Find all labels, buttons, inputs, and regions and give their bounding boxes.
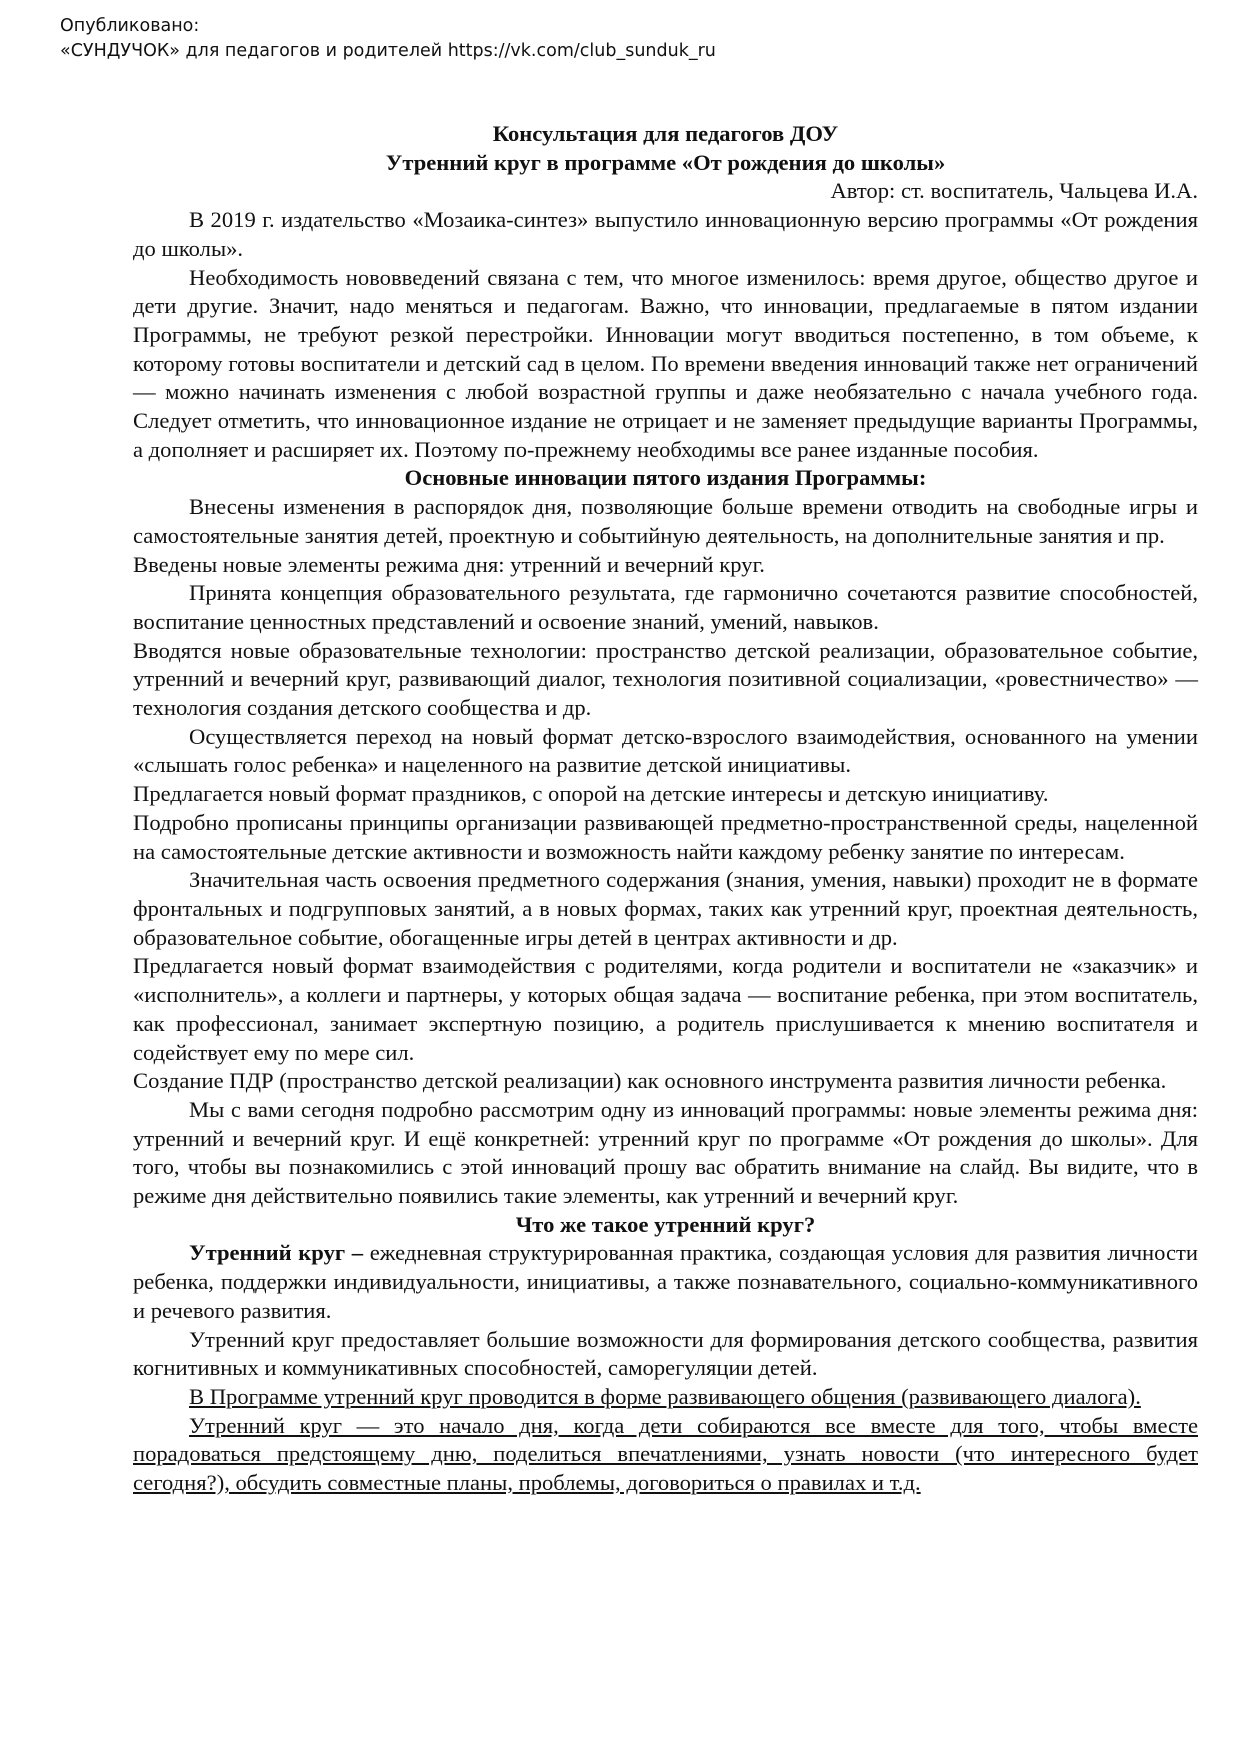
paragraph: Внесены изменения в распорядок дня, позволяющие больше времени отводить на свободные игры и самостоятельные занятия детей, проектную и событийную деятельность, на дополнительные занятия и пр. (133, 494, 1198, 548)
paragraph: Утренний круг предоставляет большие возможности для формирования детского сообщества, развития когнитивных и коммуникативных способностей, саморегуляции детей. (133, 1326, 1198, 1381)
section-heading: Основные инновации пятого издания Программы: (404, 465, 927, 491)
published-source: «СУНДУЧОК» для педагогов и родителей https://vk.com/club_sunduk_ru (60, 41, 716, 61)
underlined-paragraph: В Программе утренний круг проводится в форме развивающего общения (развивающего диалога). (189, 1383, 1141, 1409)
paragraph: Введены новые элементы режима дня: утренний и вечерний круг. (133, 551, 765, 577)
document-title-1: Консультация для педагогов ДОУ (492, 121, 839, 146)
author-line: Автор: ст. воспитатель, Чальцева И.А. (830, 178, 1198, 204)
underlined-paragraph: Утренний круг — это начало дня, когда дети собираются все вместе для того, чтобы вместе порадоваться предстоящему дню, поделиться впечатлениями, узнать новости (что интересного будет сегодня?), обсудить совместные планы, проблемы, договориться о правилах и т.д. (133, 1412, 1198, 1496)
paragraph: Предлагается новый формат взаимодействия с родителями, когда родители и воспитатели не «заказчик» и «исполнитель», а коллеги и партнеры, у которых общая задача — воспитание ребенка, при этом воспитатель, как профессионал, занимает экспертную позицию, а родитель прислушивается к мнению воспитателя и содействует ему по мере сил. (133, 953, 1198, 1065)
document-title-2: Утренний круг в программе «От рождения до школы» (385, 149, 946, 175)
paragraph: Осуществляется переход на новый формат детско-взрослого взаимодействия, основанного на умении «слышать голос ребенка» и нацеленного на развитие детской инициативы. (133, 723, 1198, 778)
paragraph: В 2019 г. издательство «Мозаика-синтез» выпустило инновационную версию программы «От рождения до школы». (133, 207, 1198, 261)
paragraph: Мы с вами сегодня подробно рассмотрим одну из инноваций программы: новые элементы режима дня: утренний и вечерний круг. И ещё конкретней: утренний круг по программе «От рождения до школы». Для того, чтобы вы познакомились с этой инноваций прошу вас обратить внимание на слайд. Вы видите, что в режиме дня действительно появились такие элементы, как утренний и вечерний круг. (133, 1096, 1198, 1209)
section-heading: Что же такое утренний круг? (515, 1211, 816, 1237)
paragraph: Принята концепция образовательного результата, где гармонично сочетаются развитие способностей, воспитание ценностных представлений и освоение знаний, умений, навыков. (133, 580, 1198, 634)
paragraph: Создание ПДР (пространство детской реализации) как основного инструмента развития личности ребенка. (133, 1068, 1167, 1094)
definition-term: Утренний круг – (189, 1240, 364, 1266)
definition-text: ежедневная структурированная практика, создающая условия для развития личности ребенка, поддержки индивидуальности, инициативы, а также познавательного, социально-коммуникативного и речевого развития. (133, 1240, 1199, 1323)
paragraph: Значительная часть освоения предметного содержания (знания, умения, навыки) проходит не в формате фронтальных и подгрупповых занятий, а в новых формах, таких как утренний круг, проектная деятельность, образовательное событие, обогащенные игры детей в центрах активности и др. (133, 867, 1198, 950)
document-body (133, 120, 1198, 1498)
paragraph: Вводятся новые образовательные технологии: пространство детской реализации, образовательное событие, утренний и вечерний круг, развивающий диалог, технология позитивной социализации, «ровестничество» — технология создания детского сообщества и др. (133, 637, 1198, 721)
paragraph: Подробно прописаны принципы организации развивающей предметно-пространственной среды, нацеленной на самостоятельные детские активности и возможность найти каждому ребенку занятие по интересам. (133, 809, 1198, 864)
paragraph: Необходимость нововведений связана с тем, что многое изменилось: время другое, общество другое и дети другие. Значит, надо меняться и педагогам. Важно, что инновации, предлагаемые в пятом издании Программы, не требуют резкой перестройки. Инновации могут вводиться постепенно, в том объеме, к которому готовы воспитатели и детский сад в целом. По времени введения инноваций также нет ограничений — можно начинать изменения с любой возрастной группы и даже необязательно с начала учебного года. Следует отметить, что инновационное издание не отрицает и не заменяет предыдущие варианты Программы, а дополняет и расширяет их. Поэтому по-прежнему необходимы все ранее изданные пособия. (133, 264, 1198, 462)
definition-paragraph (133, 1239, 1198, 1325)
paragraph: Предлагается новый формат праздников, с опорой на детские интересы и детскую инициативу. (133, 781, 1049, 807)
published-label: Опубликовано: (60, 16, 200, 36)
published-note (60, 14, 716, 64)
